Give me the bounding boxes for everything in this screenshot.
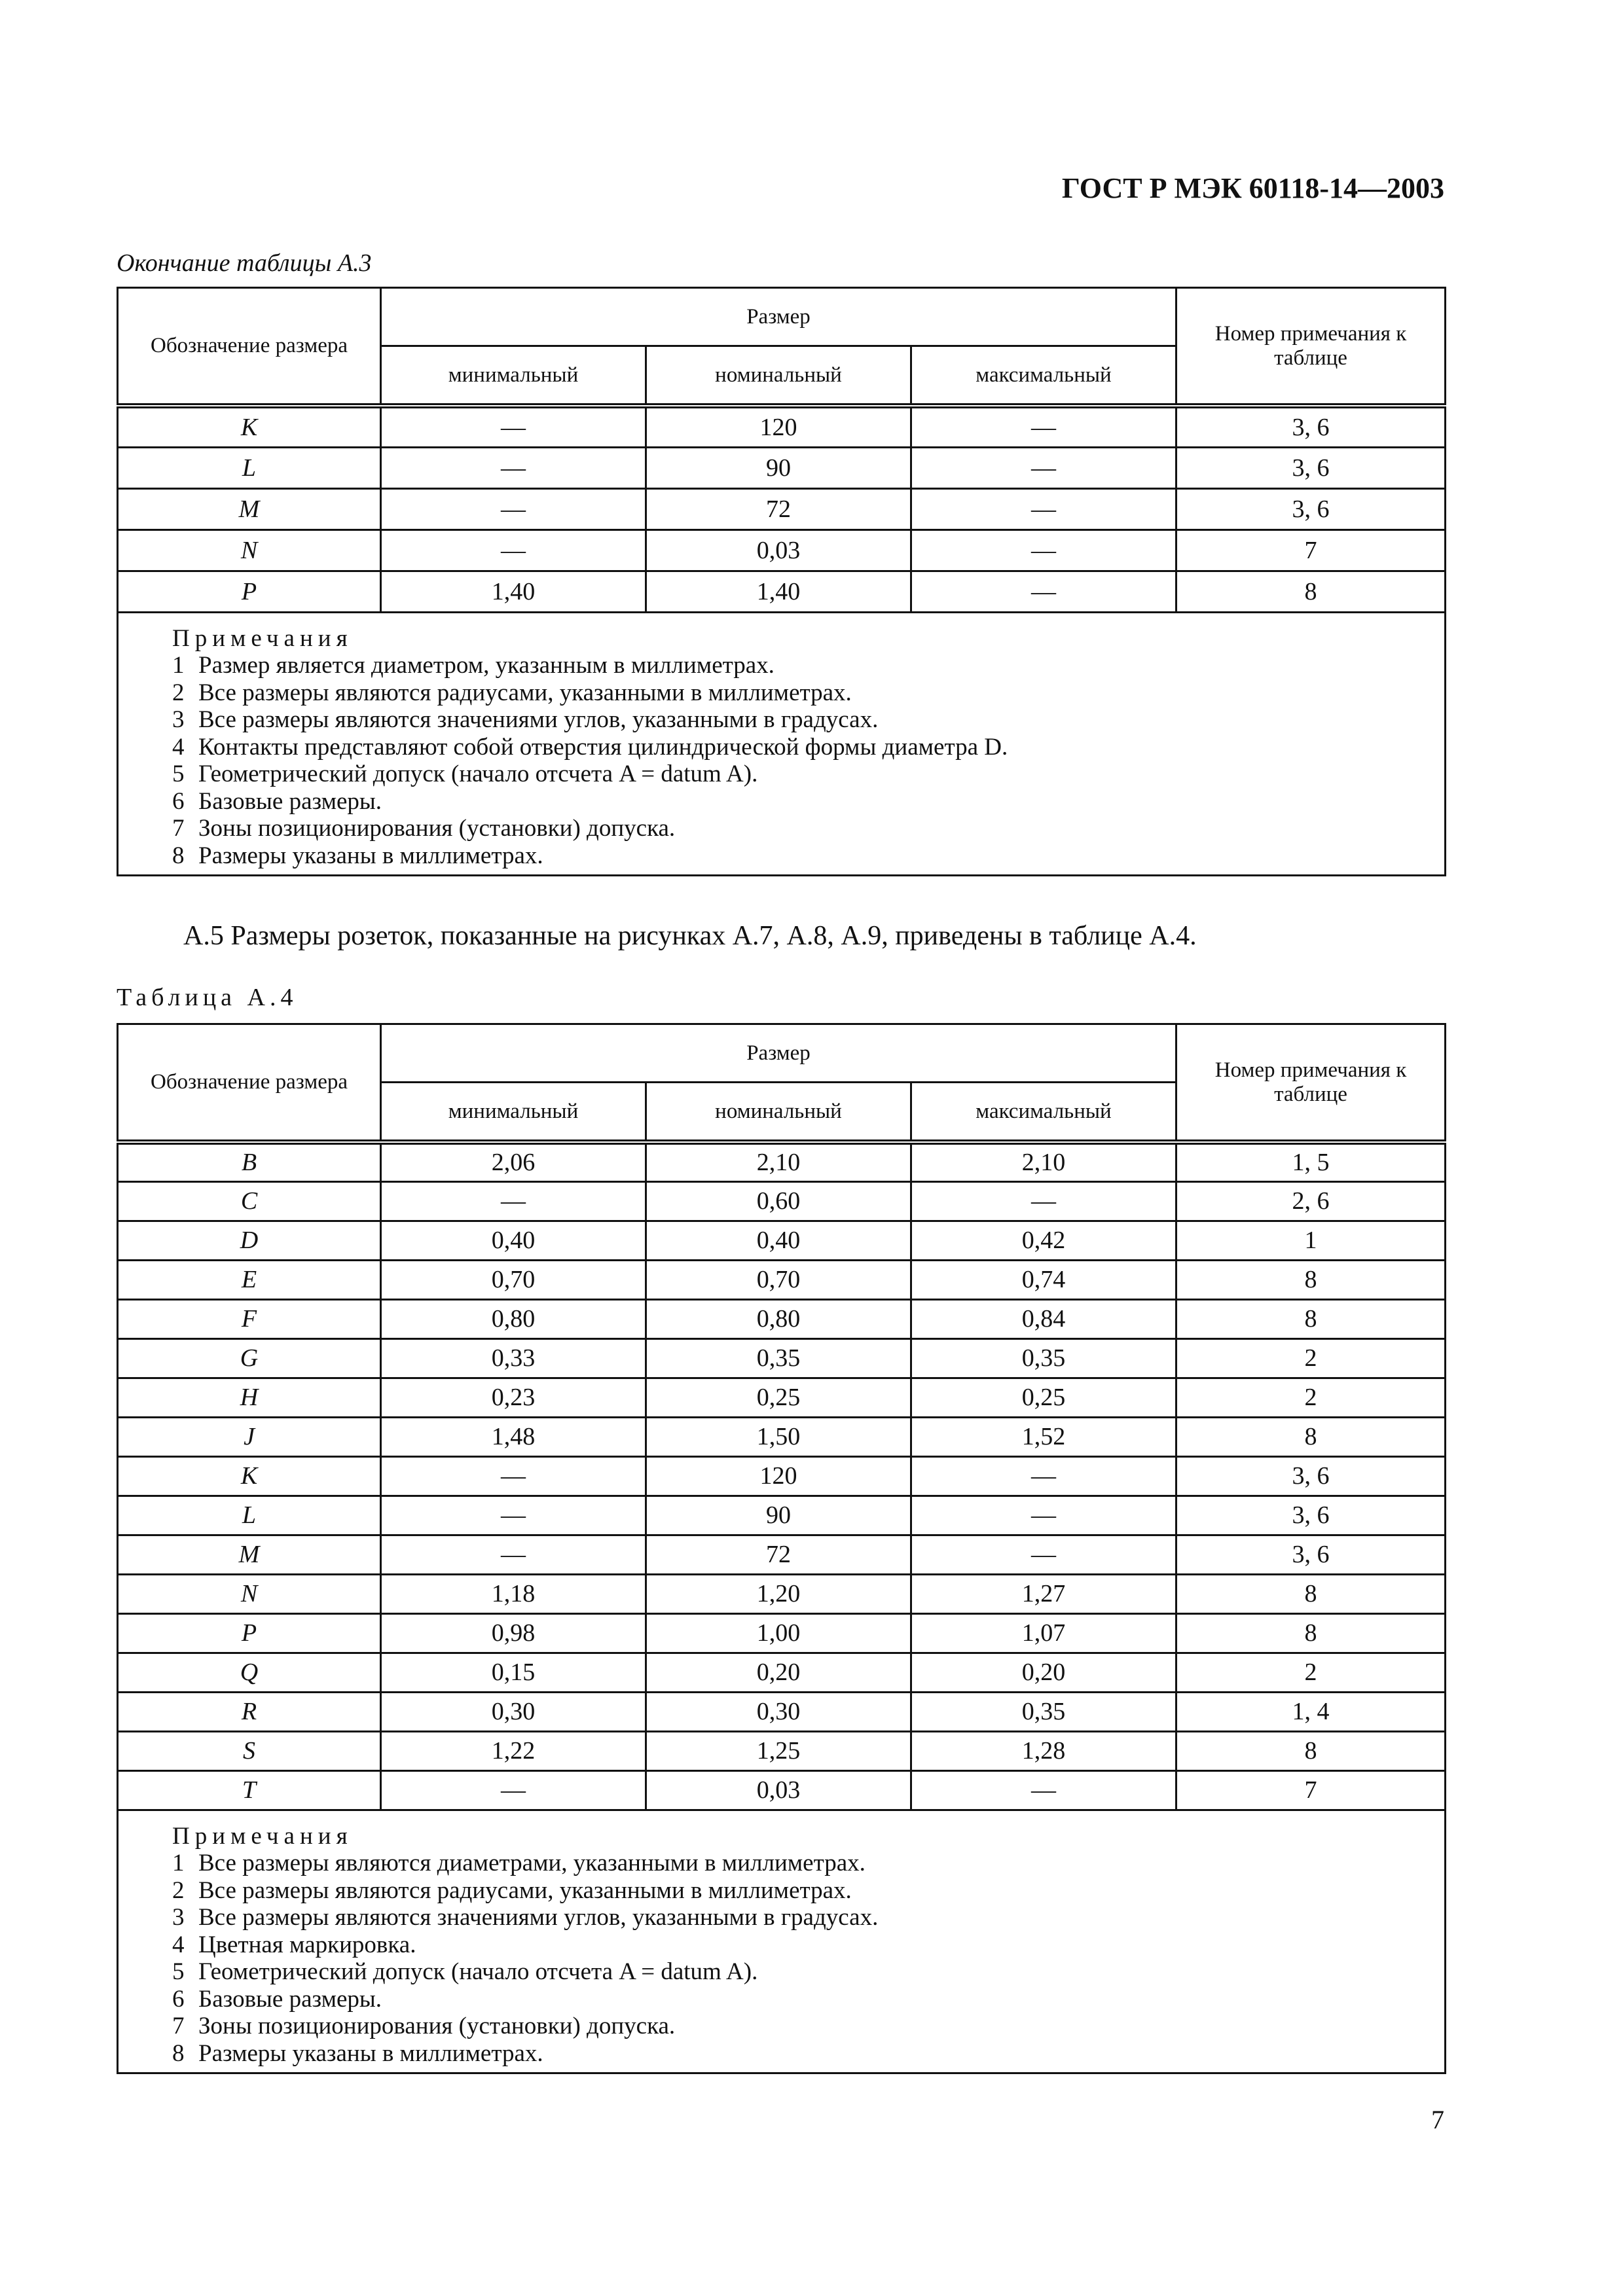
header-nom: номинальный bbox=[646, 346, 911, 406]
header-designation: Обозначение размера bbox=[118, 1024, 381, 1143]
cell-max: — bbox=[911, 571, 1176, 612]
cell-max: 1,27 bbox=[911, 1574, 1176, 1613]
cell-designation: J bbox=[118, 1417, 381, 1456]
cell-max: 0,35 bbox=[911, 1692, 1176, 1731]
cell-min: 1,48 bbox=[381, 1417, 646, 1456]
table-row bbox=[118, 1496, 1446, 1535]
cell-note-number: 8 bbox=[1176, 1260, 1446, 1299]
note-text: Размер является диаметром, указанным в миллиметрах. bbox=[198, 652, 775, 679]
cell-designation: L bbox=[118, 1496, 381, 1535]
cell-min: — bbox=[381, 1181, 646, 1221]
cell-designation: G bbox=[118, 1338, 381, 1378]
cell-note-number: 3, 6 bbox=[1176, 1496, 1446, 1535]
note-item bbox=[172, 1958, 1444, 1986]
cell-designation: F bbox=[118, 1299, 381, 1338]
header-note-number: Номер примечания к таблице bbox=[1176, 1024, 1446, 1143]
cell-note-number: 3, 6 bbox=[1176, 1535, 1446, 1574]
cell-nom: 90 bbox=[646, 1496, 911, 1535]
cell-designation: Q bbox=[118, 1653, 381, 1692]
cell-nom: 1,50 bbox=[646, 1417, 911, 1456]
table-row bbox=[118, 1260, 1446, 1299]
cell-max: 0,35 bbox=[911, 1338, 1176, 1378]
cell-max: 2,10 bbox=[911, 1142, 1176, 1181]
note-text: Все размеры являются радиусами, указанными в миллиметрах. bbox=[198, 1876, 852, 1904]
cell-min: 2,06 bbox=[381, 1142, 646, 1181]
note-text: Зоны позиционирования (установки) допуска. bbox=[198, 2013, 676, 2039]
note-number: 1 bbox=[172, 652, 185, 679]
table-row bbox=[118, 1653, 1446, 1692]
cell-min: 0,30 bbox=[381, 1692, 646, 1731]
cell-max: — bbox=[911, 1496, 1176, 1535]
note-text: Базовые размеры. bbox=[198, 787, 382, 815]
cell-note-number: 8 bbox=[1176, 1731, 1446, 1770]
table-row bbox=[118, 447, 1446, 488]
note-number: 8 bbox=[172, 842, 185, 869]
cell-nom: 0,40 bbox=[646, 1221, 911, 1260]
note-text: Все размеры являются значениями углов, указанными в градусах. bbox=[198, 706, 879, 733]
cell-max: — bbox=[911, 1456, 1176, 1496]
cell-min: 1,40 bbox=[381, 571, 646, 612]
note-text: Геометрический допуск (начало отсчета A = datum A). bbox=[198, 761, 758, 787]
cell-nom: 0,70 bbox=[646, 1260, 911, 1299]
table-row bbox=[118, 1770, 1446, 1810]
table-row bbox=[118, 1574, 1446, 1613]
cell-note-number: 2 bbox=[1176, 1338, 1446, 1378]
cell-min: — bbox=[381, 1496, 646, 1535]
header-max: максимальный bbox=[911, 1083, 1176, 1143]
note-item bbox=[172, 1931, 1444, 1959]
cell-nom: 0,60 bbox=[646, 1181, 911, 1221]
cell-nom: 1,20 bbox=[646, 1574, 911, 1613]
cell-nom: 72 bbox=[646, 1535, 911, 1574]
cell-nom: 0,80 bbox=[646, 1299, 911, 1338]
cell-min: — bbox=[381, 406, 646, 447]
cell-max: — bbox=[911, 1770, 1176, 1810]
cell-designation: S bbox=[118, 1731, 381, 1770]
cell-designation: N bbox=[118, 529, 381, 571]
note-number: 3 bbox=[172, 1904, 185, 1931]
note-number: 8 bbox=[172, 2039, 185, 2067]
cell-nom: 120 bbox=[646, 1456, 911, 1496]
cell-designation: M bbox=[118, 488, 381, 529]
paragraph-a5: А.5 Размеры розеток, показанные на рисунках А.7, А.8, А.9, приведены в таблице А.4. bbox=[183, 921, 1197, 951]
cell-note-number: 7 bbox=[1176, 1770, 1446, 1810]
cell-designation: K bbox=[118, 1456, 381, 1496]
note-text: Геометрический допуск (начало отсчета A = datum A). bbox=[198, 1958, 758, 1985]
cell-note-number: 2 bbox=[1176, 1378, 1446, 1417]
cell-designation: T bbox=[118, 1770, 381, 1810]
note-number: 2 bbox=[172, 679, 185, 706]
note-number: 5 bbox=[172, 761, 185, 787]
table-row bbox=[118, 571, 1446, 612]
note-item bbox=[172, 1850, 1444, 1877]
cell-min: 0,98 bbox=[381, 1613, 646, 1653]
header-nom: номинальный bbox=[646, 1083, 911, 1143]
note-number: 6 bbox=[172, 787, 185, 815]
note-item bbox=[172, 842, 1444, 870]
note-text: Все размеры являются диаметрами, указанными в миллиметрах. bbox=[198, 1850, 866, 1876]
note-text: Базовые размеры. bbox=[198, 1985, 382, 2013]
cell-note-number: 3, 6 bbox=[1176, 488, 1446, 529]
cell-max: 0,74 bbox=[911, 1260, 1176, 1299]
table-row bbox=[118, 1378, 1446, 1417]
note-item bbox=[172, 2013, 1444, 2040]
cell-max: — bbox=[911, 406, 1176, 447]
table-row bbox=[118, 406, 1446, 447]
cell-designation: R bbox=[118, 1692, 381, 1731]
note-text: Зоны позиционирования (установки) допуска. bbox=[198, 815, 676, 842]
table-row bbox=[118, 1692, 1446, 1731]
cell-max: 0,42 bbox=[911, 1221, 1176, 1260]
header-note-number: Номер примечания к таблице bbox=[1176, 288, 1446, 406]
cell-max: 0,25 bbox=[911, 1378, 1176, 1417]
note-item bbox=[172, 1877, 1444, 1905]
note-item bbox=[172, 1904, 1444, 1931]
cell-min: — bbox=[381, 1456, 646, 1496]
cell-designation: C bbox=[118, 1181, 381, 1221]
cell-min: 0,15 bbox=[381, 1653, 646, 1692]
cell-note-number: 7 bbox=[1176, 529, 1446, 571]
cell-min: 0,70 bbox=[381, 1260, 646, 1299]
cell-nom: 0,30 bbox=[646, 1692, 911, 1731]
cell-designation: M bbox=[118, 1535, 381, 1574]
cell-designation: D bbox=[118, 1221, 381, 1260]
cell-nom: 0,25 bbox=[646, 1378, 911, 1417]
cell-designation: B bbox=[118, 1142, 381, 1181]
note-number: 7 bbox=[172, 815, 185, 842]
table-a4-caption: Таблица А.4 bbox=[117, 984, 298, 1011]
cell-note-number: 1, 5 bbox=[1176, 1142, 1446, 1181]
note-text: Контакты представляют собой отверстия цилиндрической формы диаметра D. bbox=[198, 733, 1008, 761]
note-number: 4 bbox=[172, 1931, 185, 1958]
cell-nom: 1,25 bbox=[646, 1731, 911, 1770]
cell-min: — bbox=[381, 1535, 646, 1574]
note-number: 3 bbox=[172, 706, 185, 733]
notes-title: Примечания bbox=[172, 624, 353, 652]
cell-min: — bbox=[381, 1770, 646, 1810]
cell-min: — bbox=[381, 447, 646, 488]
header-max: максимальный bbox=[911, 346, 1176, 406]
cell-note-number: 3, 6 bbox=[1176, 447, 1446, 488]
cell-note-number: 1 bbox=[1176, 1221, 1446, 1260]
cell-note-number: 8 bbox=[1176, 1417, 1446, 1456]
cell-max: — bbox=[911, 529, 1176, 571]
table-row bbox=[118, 529, 1446, 571]
table-a4 bbox=[117, 1023, 1446, 2074]
header-min: минимальный bbox=[381, 346, 646, 406]
note-item bbox=[172, 815, 1444, 842]
cell-nom: 0,20 bbox=[646, 1653, 911, 1692]
cell-max: 0,84 bbox=[911, 1299, 1176, 1338]
cell-max: — bbox=[911, 1181, 1176, 1221]
table-row bbox=[118, 488, 1446, 529]
table-a3-notes bbox=[118, 612, 1446, 876]
cell-designation: E bbox=[118, 1260, 381, 1299]
cell-nom: 0,35 bbox=[646, 1338, 911, 1378]
cell-nom: 1,40 bbox=[646, 571, 911, 612]
note-text: Размеры указаны в миллиметрах. bbox=[198, 2039, 543, 2067]
header-size: Размер bbox=[381, 1024, 1176, 1083]
table-row bbox=[118, 1535, 1446, 1574]
cell-designation: P bbox=[118, 571, 381, 612]
cell-nom: 72 bbox=[646, 488, 911, 529]
cell-note-number: 3, 6 bbox=[1176, 406, 1446, 447]
cell-note-number: 2 bbox=[1176, 1653, 1446, 1692]
note-number: 1 bbox=[172, 1850, 185, 1876]
cell-designation: H bbox=[118, 1378, 381, 1417]
table-row bbox=[118, 1417, 1446, 1456]
note-text: Цветная маркировка. bbox=[198, 1931, 416, 1958]
table-row bbox=[118, 1731, 1446, 1770]
table-a3-caption: Окончание таблицы А.3 bbox=[117, 249, 372, 277]
note-text: Все размеры являются радиусами, указанными в миллиметрах. bbox=[198, 679, 852, 706]
page-number: 7 bbox=[1431, 2105, 1444, 2134]
table-row bbox=[118, 1613, 1446, 1653]
table-row bbox=[118, 1221, 1446, 1260]
cell-note-number: 8 bbox=[1176, 1613, 1446, 1653]
note-item bbox=[172, 679, 1444, 707]
table-a4-notes bbox=[118, 1810, 1446, 2073]
table-row bbox=[118, 1338, 1446, 1378]
table-row bbox=[118, 1142, 1446, 1181]
note-item bbox=[172, 761, 1444, 788]
table-row bbox=[118, 1181, 1446, 1221]
table-a3 bbox=[117, 287, 1446, 876]
cell-designation: P bbox=[118, 1613, 381, 1653]
cell-note-number: 3, 6 bbox=[1176, 1456, 1446, 1496]
cell-max: 0,20 bbox=[911, 1653, 1176, 1692]
cell-min: 0,33 bbox=[381, 1338, 646, 1378]
note-item bbox=[172, 1986, 1444, 2013]
cell-nom: 0,03 bbox=[646, 1770, 911, 1810]
header-size: Размер bbox=[381, 288, 1176, 346]
note-text: Размеры указаны в миллиметрах. bbox=[198, 842, 543, 869]
note-item bbox=[172, 652, 1444, 679]
cell-max: — bbox=[911, 1535, 1176, 1574]
cell-nom: 1,00 bbox=[646, 1613, 911, 1653]
cell-max: 1,28 bbox=[911, 1731, 1176, 1770]
cell-nom: 90 bbox=[646, 447, 911, 488]
cell-max: 1,07 bbox=[911, 1613, 1176, 1653]
cell-designation: L bbox=[118, 447, 381, 488]
cell-max: 1,52 bbox=[911, 1417, 1176, 1456]
note-number: 6 bbox=[172, 1985, 185, 2013]
cell-max: — bbox=[911, 488, 1176, 529]
cell-note-number: 1, 4 bbox=[1176, 1692, 1446, 1731]
note-item bbox=[172, 734, 1444, 761]
cell-min: 0,80 bbox=[381, 1299, 646, 1338]
cell-note-number: 2, 6 bbox=[1176, 1181, 1446, 1221]
cell-note-number: 8 bbox=[1176, 1299, 1446, 1338]
note-item bbox=[172, 706, 1444, 734]
header-designation: Обозначение размера bbox=[118, 288, 381, 406]
cell-min: 0,23 bbox=[381, 1378, 646, 1417]
header-min: минимальный bbox=[381, 1083, 646, 1143]
cell-note-number: 8 bbox=[1176, 571, 1446, 612]
cell-min: 0,40 bbox=[381, 1221, 646, 1260]
cell-designation: K bbox=[118, 406, 381, 447]
cell-nom: 2,10 bbox=[646, 1142, 911, 1181]
note-text: Все размеры являются значениями углов, указанными в градусах. bbox=[198, 1904, 879, 1931]
cell-note-number: 8 bbox=[1176, 1574, 1446, 1613]
note-item bbox=[172, 788, 1444, 816]
note-number: 7 bbox=[172, 2013, 185, 2039]
table-row bbox=[118, 1456, 1446, 1496]
notes-title: Примечания bbox=[172, 1822, 353, 1850]
cell-nom: 120 bbox=[646, 406, 911, 447]
cell-min: — bbox=[381, 529, 646, 571]
cell-designation: N bbox=[118, 1574, 381, 1613]
table-row bbox=[118, 1299, 1446, 1338]
note-number: 5 bbox=[172, 1958, 185, 1985]
note-number: 2 bbox=[172, 1876, 185, 1904]
cell-min: 1,18 bbox=[381, 1574, 646, 1613]
document-code: ГОСТ Р МЭК 60118-14—2003 bbox=[1061, 172, 1444, 204]
note-number: 4 bbox=[172, 733, 185, 761]
cell-min: 1,22 bbox=[381, 1731, 646, 1770]
cell-min: — bbox=[381, 488, 646, 529]
cell-max: — bbox=[911, 447, 1176, 488]
note-item bbox=[172, 2040, 1444, 2068]
cell-nom: 0,03 bbox=[646, 529, 911, 571]
